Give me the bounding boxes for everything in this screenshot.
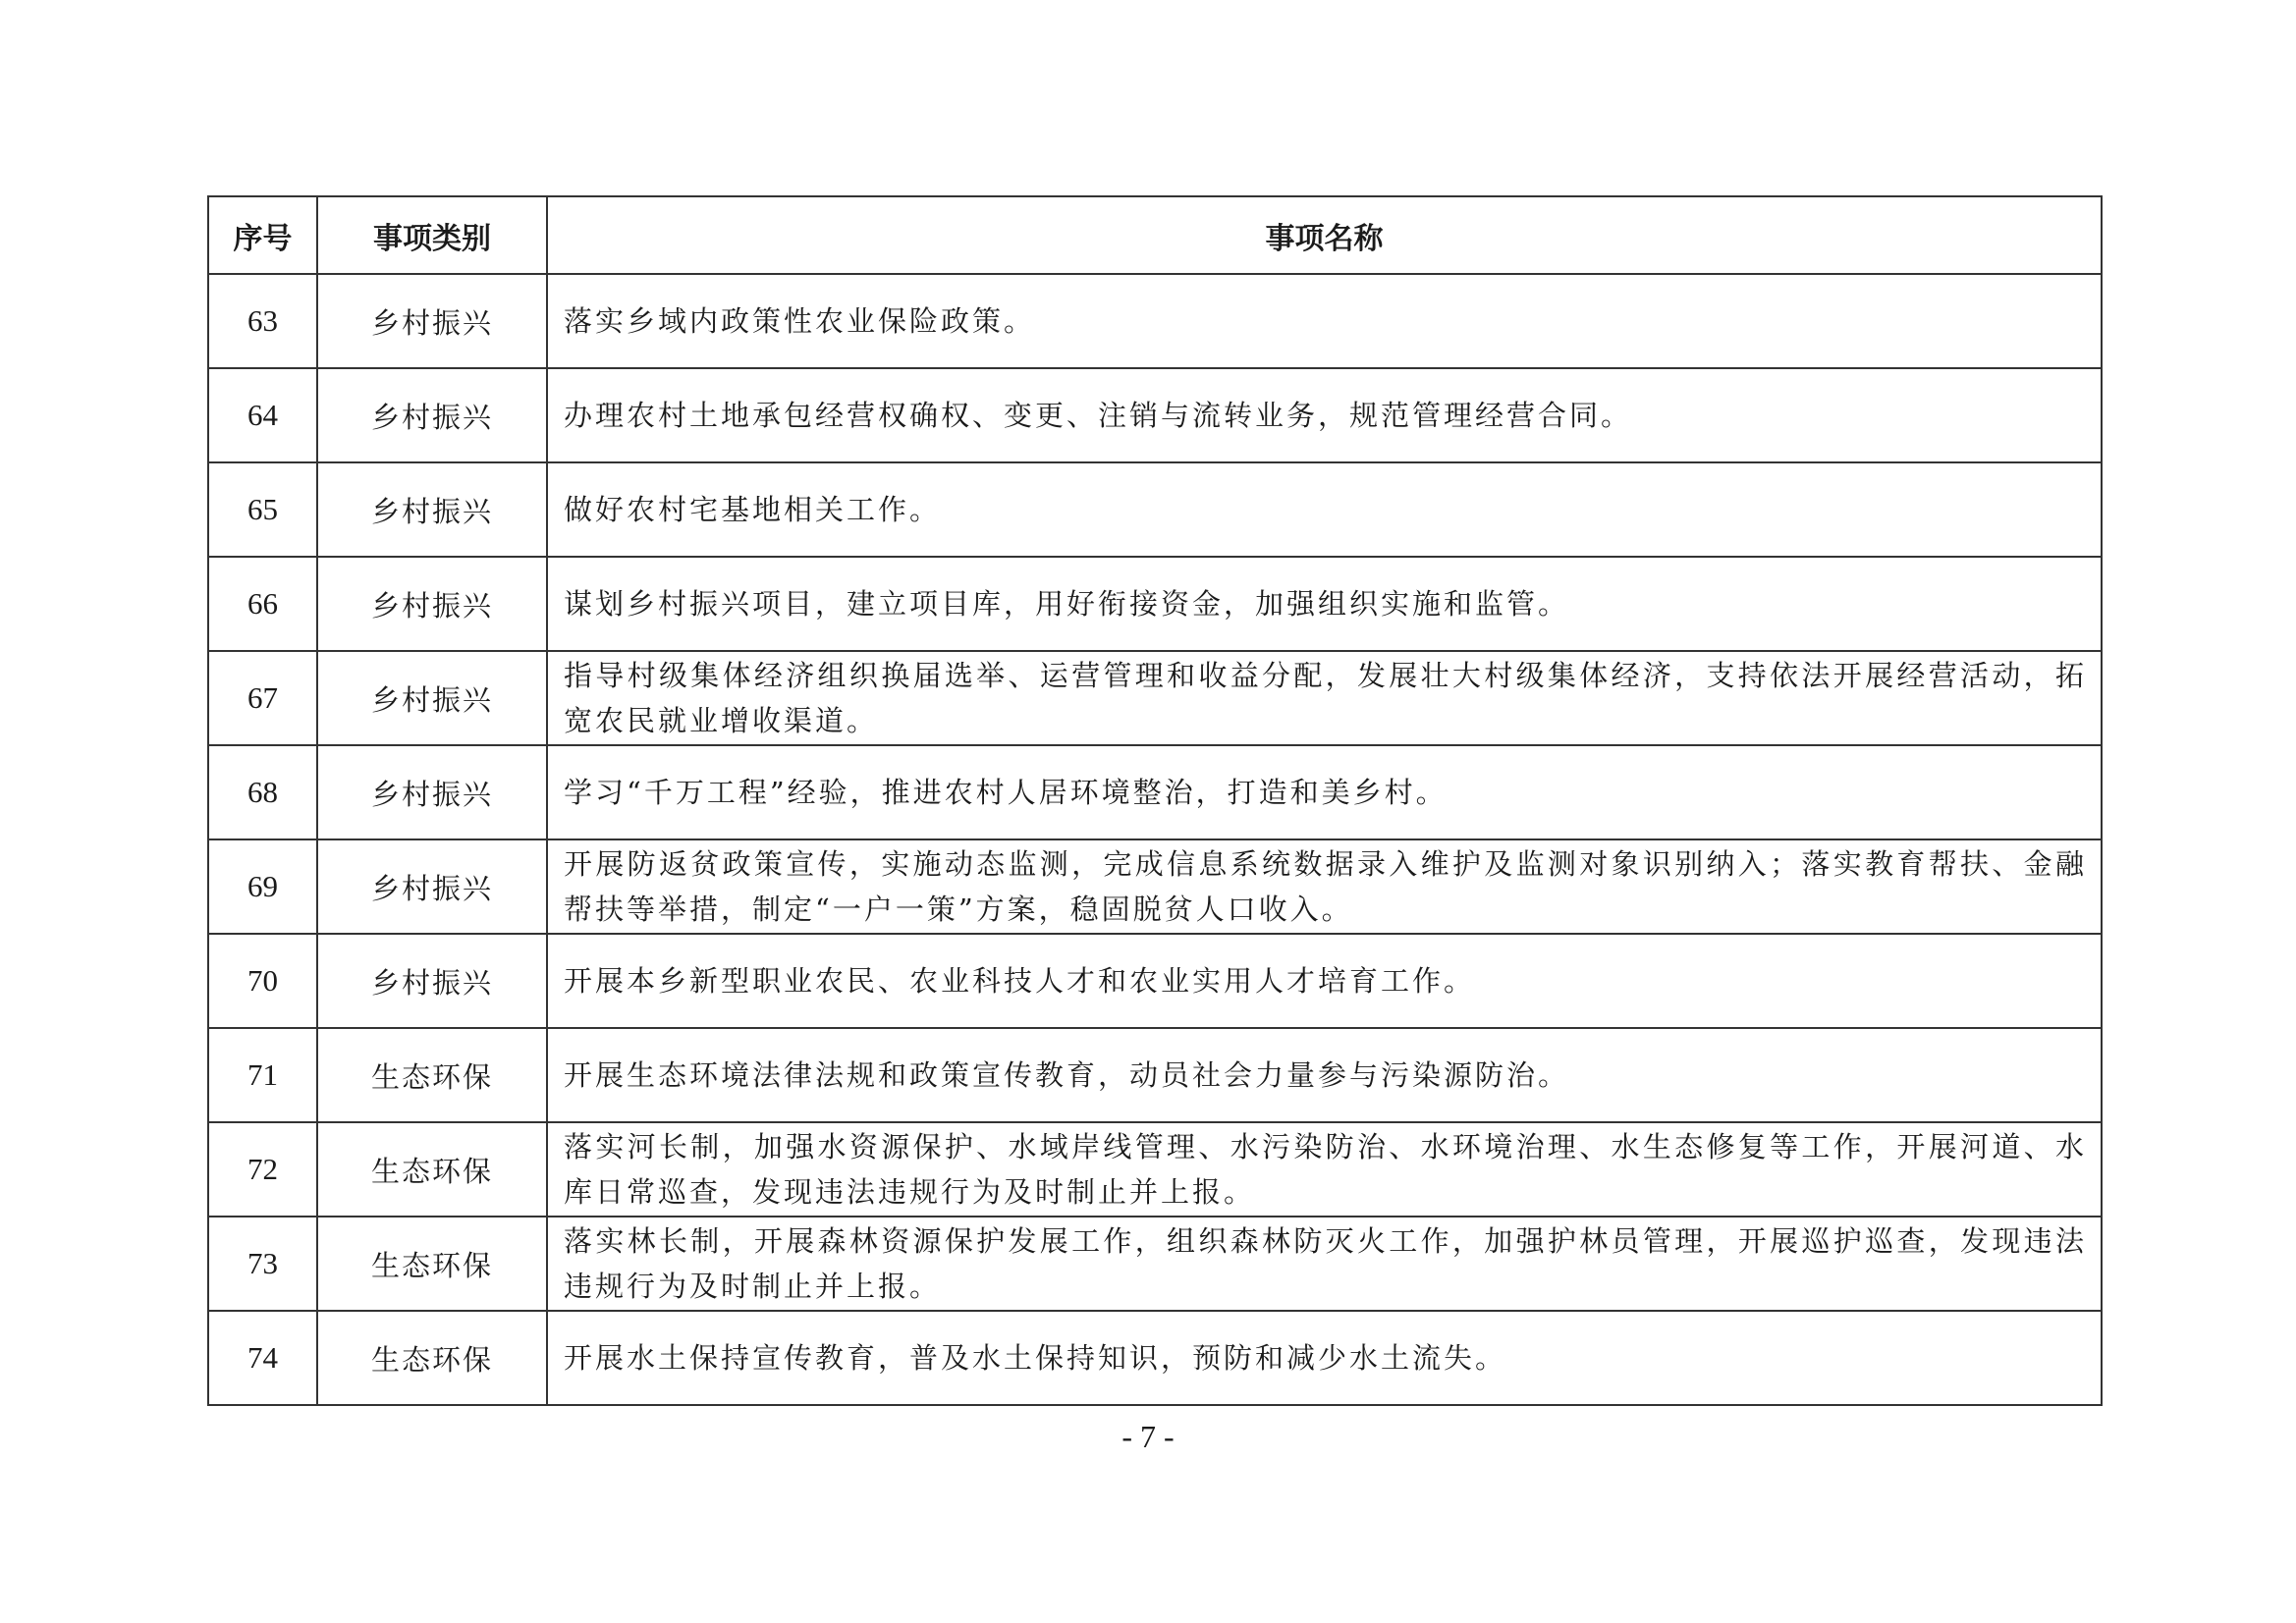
row-number: 71 <box>208 1028 317 1122</box>
row-category: 乡村振兴 <box>317 557 547 651</box>
table-row <box>208 368 2102 462</box>
header-serial-number: 序号 <box>208 196 317 274</box>
row-category: 生态环保 <box>317 1122 547 1217</box>
row-category: 乡村振兴 <box>317 839 547 934</box>
row-category: 乡村振兴 <box>317 368 547 462</box>
table-row <box>208 1028 2102 1122</box>
matters-table <box>207 195 2103 1406</box>
table-row <box>208 839 2102 934</box>
row-number: 70 <box>208 934 317 1028</box>
header-matter-name: 事项名称 <box>547 196 2102 274</box>
row-matter-name: 落实河长制，加强水资源保护、水域岸线管理、水污染防治、水环境治理、水生态修复等工作，开展河道、水库日常巡查，发现违法违规行为及时制止并上报。 <box>547 1122 2102 1217</box>
row-matter-name: 开展水土保持宣传教育，普及水土保持知识，预防和减少水土流失。 <box>547 1311 2102 1405</box>
row-number: 67 <box>208 651 317 745</box>
row-number: 65 <box>208 462 317 557</box>
table-row <box>208 1217 2102 1311</box>
row-matter-name: 指导村级集体经济组织换届选举、运营管理和收益分配，发展壮大村级集体经济，支持依法开展经营活动，拓宽农民就业增收渠道。 <box>547 651 2102 745</box>
row-category: 生态环保 <box>317 1311 547 1405</box>
row-matter-name: 谋划乡村振兴项目，建立项目库，用好衔接资金，加强组织实施和监管。 <box>547 557 2102 651</box>
header-category: 事项类别 <box>317 196 547 274</box>
table-row <box>208 651 2102 745</box>
row-number: 64 <box>208 368 317 462</box>
row-number: 66 <box>208 557 317 651</box>
table-header-row <box>208 196 2102 274</box>
page-number: - 7 - <box>1121 1419 1175 1454</box>
row-category: 乡村振兴 <box>317 462 547 557</box>
row-matter-name: 做好农村宅基地相关工作。 <box>547 462 2102 557</box>
row-number: 68 <box>208 745 317 839</box>
row-category: 乡村振兴 <box>317 274 547 368</box>
row-matter-name: 办理农村土地承包经营权确权、变更、注销与流转业务，规范管理经营合同。 <box>547 368 2102 462</box>
row-number: 73 <box>208 1217 317 1311</box>
row-category: 生态环保 <box>317 1028 547 1122</box>
table-row <box>208 274 2102 368</box>
row-matter-name: 开展防返贫政策宣传，实施动态监测，完成信息系统数据录入维护及监测对象识别纳入；落实教育帮扶、金融帮扶等举措，制定“一户一策”方案，稳固脱贫人口收入。 <box>547 839 2102 934</box>
table-row <box>208 462 2102 557</box>
table-row <box>208 934 2102 1028</box>
row-category: 乡村振兴 <box>317 651 547 745</box>
table-row <box>208 1122 2102 1217</box>
row-matter-name: 学习“千万工程”经验，推进农村人居环境整治，打造和美乡村。 <box>547 745 2102 839</box>
row-category: 生态环保 <box>317 1217 547 1311</box>
table-row <box>208 1311 2102 1405</box>
row-category: 乡村振兴 <box>317 934 547 1028</box>
row-number: 69 <box>208 839 317 934</box>
row-number: 63 <box>208 274 317 368</box>
row-matter-name: 落实林长制，开展森林资源保护发展工作，组织森林防灭火工作，加强护林员管理，开展巡护巡查，发现违法违规行为及时制止并上报。 <box>547 1217 2102 1311</box>
row-number: 72 <box>208 1122 317 1217</box>
row-matter-name: 开展本乡新型职业农民、农业科技人才和农业实用人才培育工作。 <box>547 934 2102 1028</box>
row-matter-name: 开展生态环境法律法规和政策宣传教育，动员社会力量参与污染源防治。 <box>547 1028 2102 1122</box>
row-number: 74 <box>208 1311 317 1405</box>
row-category: 乡村振兴 <box>317 745 547 839</box>
table-row <box>208 745 2102 839</box>
row-matter-name: 落实乡域内政策性农业保险政策。 <box>547 274 2102 368</box>
table-row <box>208 557 2102 651</box>
